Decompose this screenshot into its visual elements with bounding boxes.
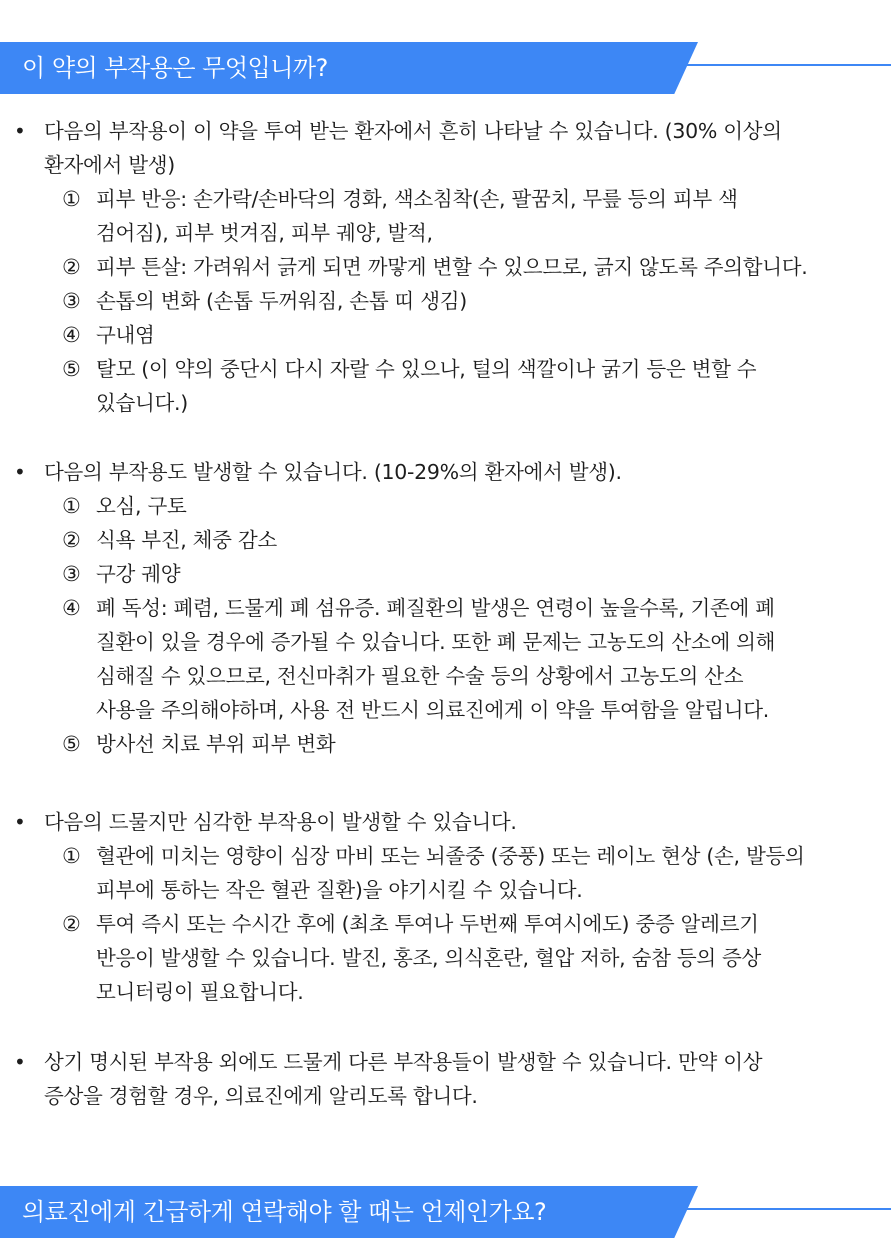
- list-item-number: ⑤: [62, 357, 81, 381]
- bullet-text-line: 다음의 부작용이 이 약을 투여 받는 환자에서 흔히 나타날 수 있습니다. (30% 이상의: [44, 119, 782, 143]
- section-title: 이 약의 부작용은 무엇입니까?: [22, 54, 328, 82]
- header-rule: [672, 64, 891, 66]
- list-item-number: ④: [62, 596, 81, 620]
- list-item-number: ③: [62, 289, 81, 313]
- list-item-text-line: 식욕 부진, 체중 감소: [96, 528, 277, 552]
- section-header-emergency-contact: [0, 1186, 891, 1238]
- list-item-text-line: 방사선 치료 부위 피부 변화: [96, 732, 336, 756]
- list-item-text-line: 모니터링이 필요합니다.: [96, 980, 304, 1004]
- list-item-text-line: 질환이 있을 경우에 증가될 수 있습니다. 또한 폐 문제는 고농도의 산소에 의해: [96, 630, 776, 654]
- list-item-number: ②: [62, 528, 81, 552]
- section-header-side-effects: [0, 42, 891, 94]
- bullet-text-line: 상기 명시된 부작용 외에도 드물게 다른 부작용들이 발생할 수 있습니다. 만약 이상: [44, 1050, 763, 1074]
- bullet-icon: •: [14, 1050, 26, 1074]
- list-item-text-line: 사용을 주의해야하며, 사용 전 반드시 의료진에게 이 약을 투여함을 알립니다.: [96, 698, 769, 722]
- list-item-text-line: 피부에 통하는 작은 혈관 질환)을 야기시킬 수 있습니다.: [96, 878, 583, 902]
- header-rule: [672, 1208, 891, 1210]
- list-item-text-line: 있습니다.): [96, 391, 188, 415]
- list-item-number: ④: [62, 323, 81, 347]
- list-item-number: ②: [62, 912, 81, 936]
- list-item-text-line: 오심, 구토: [96, 494, 187, 518]
- bullet-text-line: 다음의 부작용도 발생할 수 있습니다. (10-29%의 환자에서 발생).: [44, 460, 622, 484]
- list-item-text-line: 반응이 발생할 수 있습니다. 발진, 홍조, 의식혼란, 혈압 저하, 숨참 등의 증상: [96, 946, 762, 970]
- list-item-text-line: 폐 독성: 폐렴, 드물게 폐 섬유증. 폐질환의 발생은 연령이 높을수록, 기존에 폐: [96, 596, 775, 620]
- list-item-text-line: 손톱의 변화 (손톱 두꺼워짐, 손톱 띠 생김): [96, 289, 467, 313]
- bullet-text-line: 환자에서 발생): [44, 153, 175, 177]
- list-item-number: ②: [62, 255, 81, 279]
- bullet-icon: •: [14, 460, 26, 484]
- list-item-text-line: 구내염: [96, 323, 155, 347]
- list-item-text-line: 피부 튼살: 가려워서 긁게 되면 까맣게 변할 수 있으므로, 긁지 않도록 주의합니다.: [96, 255, 808, 279]
- list-item-text-line: 피부 반응: 손가락/손바닥의 경화, 색소침착(손, 팔꿈치, 무릎 등의 피부 색: [96, 187, 738, 211]
- list-item-number: ③: [62, 562, 81, 586]
- section-title: 의료진에게 긴급하게 연락해야 할 때는 언제인가요?: [22, 1198, 547, 1226]
- list-item-text-line: 심해질 수 있으므로, 전신마취가 필요한 수술 등의 상황에서 고농도의 산소: [96, 664, 744, 688]
- list-item-text-line: 검어짐), 피부 벗겨짐, 피부 궤양, 발적,: [96, 221, 433, 245]
- list-item-number: ①: [62, 494, 81, 518]
- bullet-text-line: 증상을 경험할 경우, 의료진에게 알리도록 합니다.: [44, 1084, 478, 1108]
- bullet-text-line: 다음의 드물지만 심각한 부작용이 발생할 수 있습니다.: [44, 810, 517, 834]
- list-item-text-line: 탈모 (이 약의 중단시 다시 자랄 수 있으나, 털의 색깔이나 굵기 등은 변할 수: [96, 357, 757, 381]
- list-item-text-line: 투여 즉시 또는 수시간 후에 (최초 투여나 두번째 투여시에도) 중증 알레르기: [96, 912, 759, 936]
- list-item-text-line: 혈관에 미치는 영향이 심장 마비 또는 뇌졸중 (중풍) 또는 레이노 현상 (손, 발등의: [96, 844, 805, 868]
- bullet-icon: •: [14, 119, 26, 143]
- list-item-number: ①: [62, 187, 81, 211]
- list-item-number: ⑤: [62, 732, 81, 756]
- list-item-text-line: 구강 궤양: [96, 562, 181, 586]
- bullet-icon: •: [14, 810, 26, 834]
- list-item-number: ①: [62, 844, 81, 868]
